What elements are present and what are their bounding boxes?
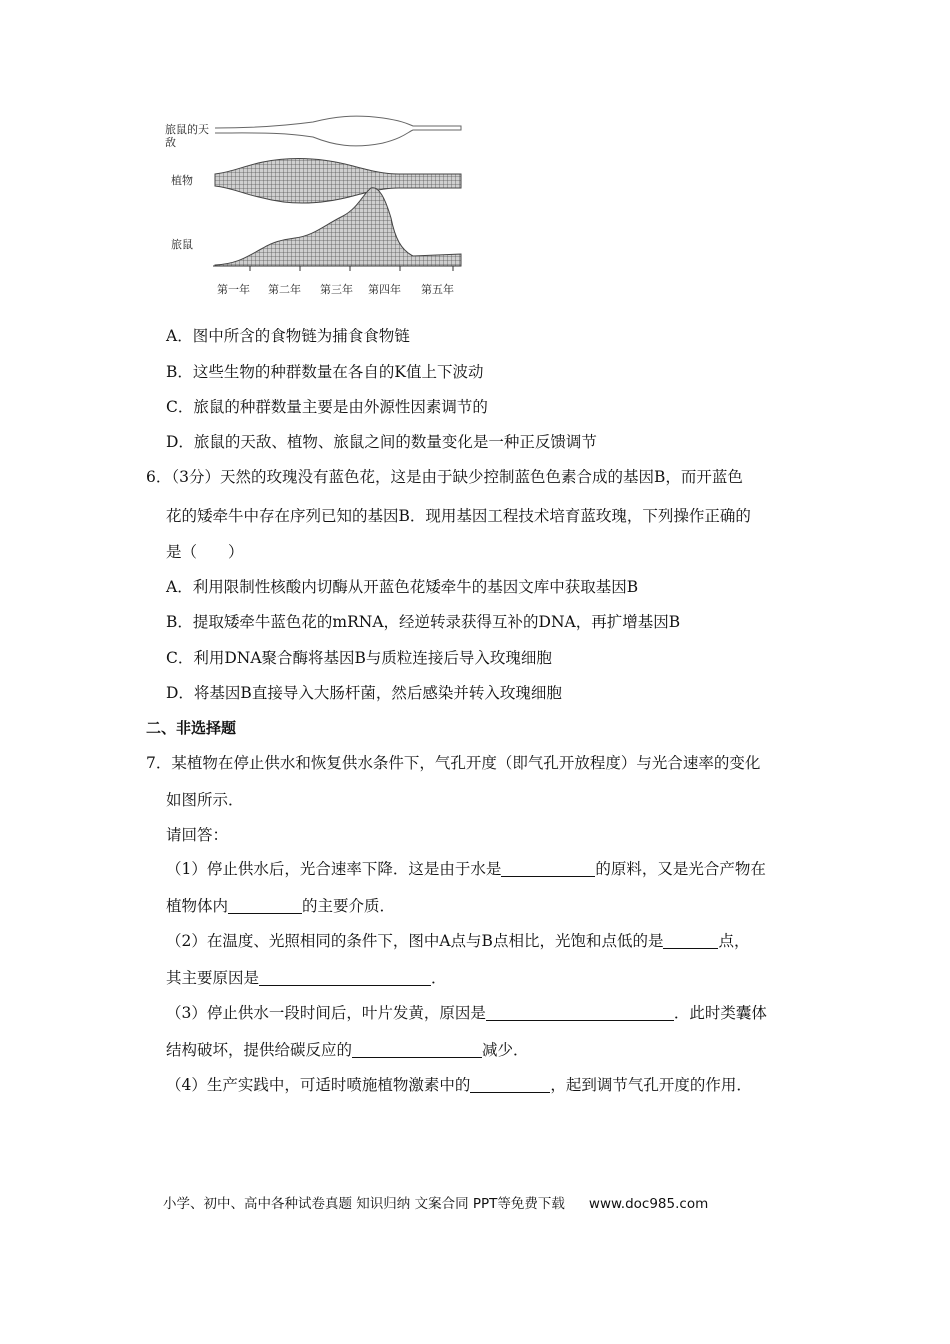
q6-option-c: C．利用DNA聚合酶将基因B与质粒连接后导入玫瑰细胞 — [166, 649, 552, 667]
answer-blank-5[interactable] — [486, 1004, 674, 1021]
x-tick-label: 第三年 — [320, 283, 353, 296]
section-heading: 二、非选择题 — [146, 719, 237, 737]
answer-blank-1[interactable] — [501, 860, 595, 877]
text-segment: ． — [431, 969, 447, 987]
q7-part3-line1 — [166, 1003, 767, 1023]
q7-part1-line2 — [166, 896, 395, 916]
q6-option-a: A．利用限制性核酸内切酶从开蓝色花矮牵牛的基因文库中获取基因B — [166, 578, 639, 596]
text-segment: ，起到调节气孔开度的作用． — [550, 1076, 752, 1094]
q5-option-b: B．这些生物的种群数量在各自的K值上下波动 — [166, 363, 484, 381]
q7-part1-line1 — [166, 859, 766, 879]
q5-option-a: A．图中所含的食物链为捕食食物链 — [166, 327, 410, 345]
answer-blank-4[interactable] — [259, 969, 431, 986]
text-segment: （3）停止供水一段时间后，叶片发黄，原因是 — [166, 1004, 486, 1022]
q6-stem-line: 是（ ） — [166, 543, 244, 561]
plant-band — [215, 159, 461, 204]
text-segment: ．此时类囊体 — [673, 1004, 767, 1022]
text-segment: 结构破坏，提供给碳反应的 — [166, 1041, 353, 1059]
q6-stem-line: 花的矮牵牛中存在序列已知的基因B．现用基因工程技术培育蓝玫瑰，下列操作正确的 — [166, 507, 751, 525]
text-segment: 点， — [718, 932, 750, 950]
row-label-predator: 旅鼠的天敌 — [165, 123, 209, 149]
predator-band — [215, 116, 461, 146]
x-tick-label: 第五年 — [421, 283, 454, 296]
x-tick-label: 第一年 — [217, 283, 250, 296]
text-segment: 植物体内 — [166, 897, 229, 915]
text-segment: 其主要原因是 — [166, 969, 260, 987]
answer-blank-2[interactable] — [228, 897, 302, 914]
row-label-lemming: 旅鼠 — [171, 238, 193, 251]
answer-blank-7[interactable] — [470, 1076, 550, 1093]
q6-option-d: D．将基因B直接导入大肠杆菌，然后感染并转入玫瑰细胞 — [166, 684, 562, 702]
row-label-plant: 植物 — [171, 174, 193, 187]
text-segment: （2）在温度、光照相同的条件下，图中A点与B点相比，光饱和点低的是 — [166, 932, 664, 950]
q6-stem-line: 6．（3分）天然的玫瑰没有蓝色花，这是由于缺少控制蓝色色素合成的基因B，而开蓝色 — [146, 468, 743, 486]
q7-part4 — [166, 1075, 752, 1095]
q7-stem-line: 请回答： — [166, 826, 229, 844]
population-figure — [163, 108, 473, 308]
q5-option-c: C．旅鼠的种群数量主要是由外源性因素调节的 — [166, 398, 488, 416]
text-segment: （1）停止供水后，光合速率下降．这是由于水是 — [166, 860, 502, 878]
q7-stem-line: 7．某植物在停止供水和恢复供水条件下，气孔开度（即气孔开放程度）与光合速率的变化 — [146, 754, 761, 772]
text-segment: 减少． — [482, 1041, 529, 1059]
q7-part2-line1 — [166, 931, 749, 951]
answer-blank-3[interactable] — [663, 932, 718, 949]
x-tick-marks — [250, 266, 453, 271]
text-segment: 的主要介质． — [302, 897, 396, 915]
population-chart — [163, 108, 473, 308]
text-segment: 的原料，又是光合产物在 — [595, 860, 766, 878]
x-tick-label: 第四年 — [368, 283, 401, 296]
q7-stem-line: 如图所示． — [166, 791, 244, 809]
q6-option-b: B．提取矮牵牛蓝色花的mRNA，经逆转录获得互补的DNA，再扩增基因B — [166, 613, 681, 631]
answer-blank-6[interactable] — [352, 1041, 482, 1058]
q7-part3-line2 — [166, 1040, 529, 1060]
q5-option-d: D．旅鼠的天敌、植物、旅鼠之间的数量变化是一种正反馈调节 — [166, 433, 597, 451]
x-tick-label: 第二年 — [268, 283, 301, 296]
footer-url[interactable]: www.doc985.com — [588, 1196, 709, 1212]
q7-part2-line2 — [166, 968, 447, 988]
footer-text: 小学、初中、高中各种试卷真题 知识归纳 文案合同 PPT等免费下载 — [163, 1196, 565, 1212]
page-footer — [163, 1192, 708, 1212]
text-segment: （4）生产实践中，可适时喷施植物激素中的 — [166, 1076, 471, 1094]
